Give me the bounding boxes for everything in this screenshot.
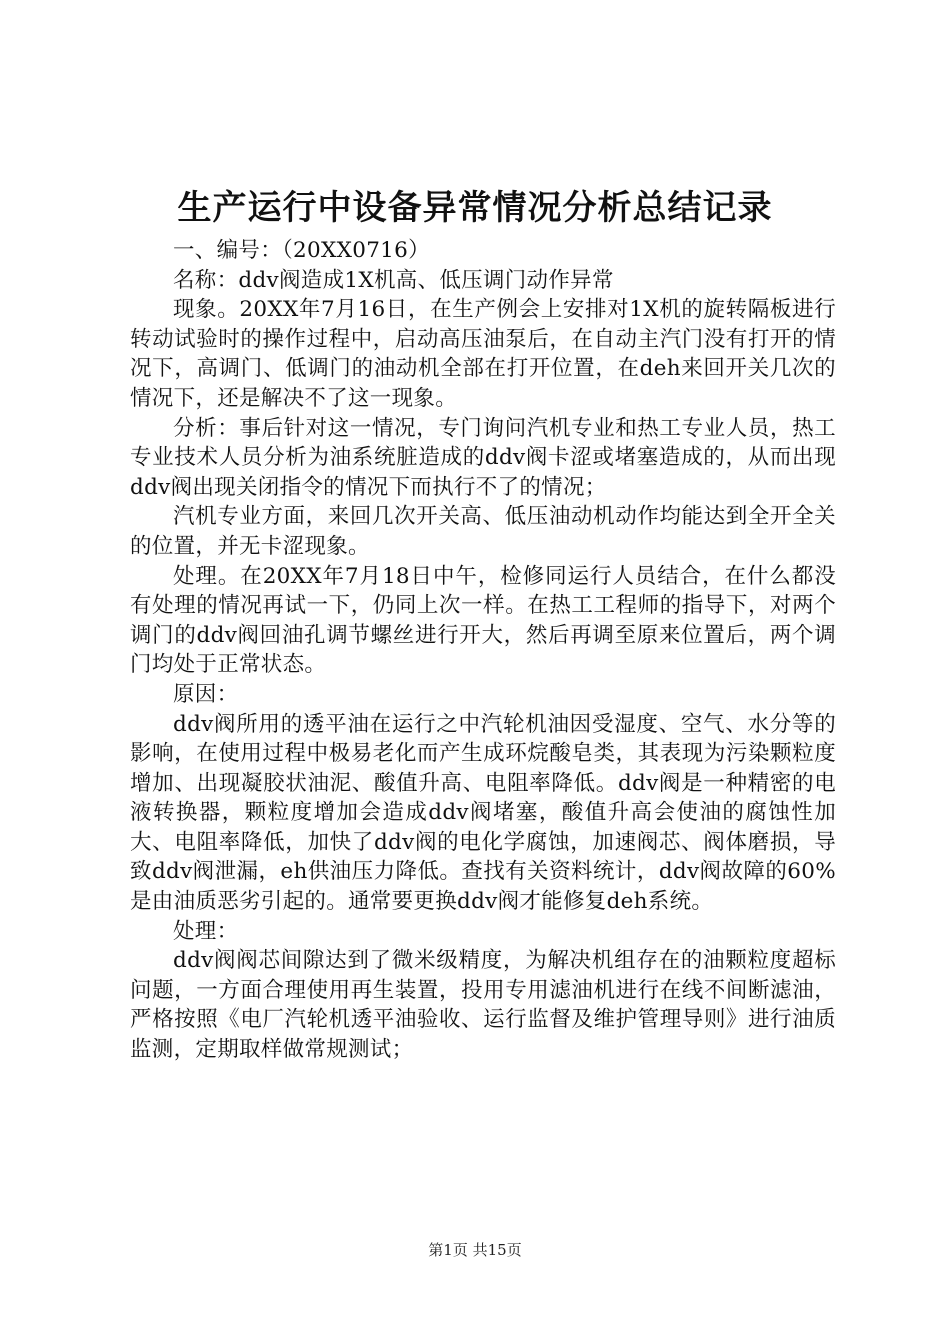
paragraph-cause: ddv阀所用的透平油在运行之中汽轮机油因受湿度、空气、水分等的影响，在使用过程中极易老化而产生成环烷酸皂类，其表现为污染颗粒度增加、出现凝胶状油泥、酸值升高、电阻率降低。ddv阀是一种精密的电液转换器，颗粒度增加会造成ddv阀堵塞，酸值升高会使油的腐蚀性加大、电阻率降低，加快了ddv阀的电化学腐蚀，加速阀芯、阀体磨损，导致ddv阀泄漏，eh供油压力降低。查找有关资料统计，ddv阀故障的60%是由油质恶劣引起的。通常要更换ddv阀才能修复deh系统。 (130, 711, 836, 915)
paragraph-name: 名称：ddv阀造成1X机高、低压调门动作异常 (173, 267, 614, 293)
paragraph-handling-detail: ddv阀阀芯间隙达到了微米级精度，为解决机组存在的油颗粒度超标问题，一方面合理使用再生装置，投用专用滤油机进行在线不间断滤油，严格按照《电厂汽轮机透平油验收、运行监督及维护管理导则》进行油质监测，定期取样做常规测试； (130, 948, 836, 1063)
paragraph-handling-heading: 处理： (173, 918, 239, 944)
paragraph-cause-heading: 原因： (173, 681, 239, 707)
paragraph-analysis: 分析：事后针对这一情况，专门询问汽机专业和热工专业人员，热工专业技术人员分析为油系统脏造成的ddv阀卡涩或堵塞造成的，从而出现ddv阀出现关闭指令的情况下而执行不了的情况； (130, 415, 836, 500)
document-title: 生产运行中设备异常情况分析总结记录 (177, 188, 773, 228)
paragraph-number: 一、编号：（20XX0716） (173, 238, 430, 263)
page-footer: 第1页 共15页 (428, 1241, 522, 1259)
document-body (130, 236, 836, 1065)
paragraph-handling: 处理。在20XX年7月18日中午，检修同运行人员结合，在什么都没有处理的情况再试一下，仍同上次一样。在热工工程师的指导下，对两个调门的ddv阀回油孔调节螺丝进行开大，然后再调至原来位置后，两个调门均处于正常状态。 (130, 563, 836, 678)
paragraph-phenomenon: 现象。20XX年7月16日，在生产例会上安排对1X机的旋转隔板进行转动试验时的操作过程中，启动高压油泵后，在自动主汽门没有打开的情况下，高调门、低调门的油动机全部在打开位置，在deh来回开关几次的情况下，还是解决不了这一现象。 (130, 297, 836, 411)
paragraph-turbine-side: 汽机专业方面，来回几次开关高、低压油动机动作均能达到全开全关的位置，并无卡涩现象。 (130, 504, 836, 559)
